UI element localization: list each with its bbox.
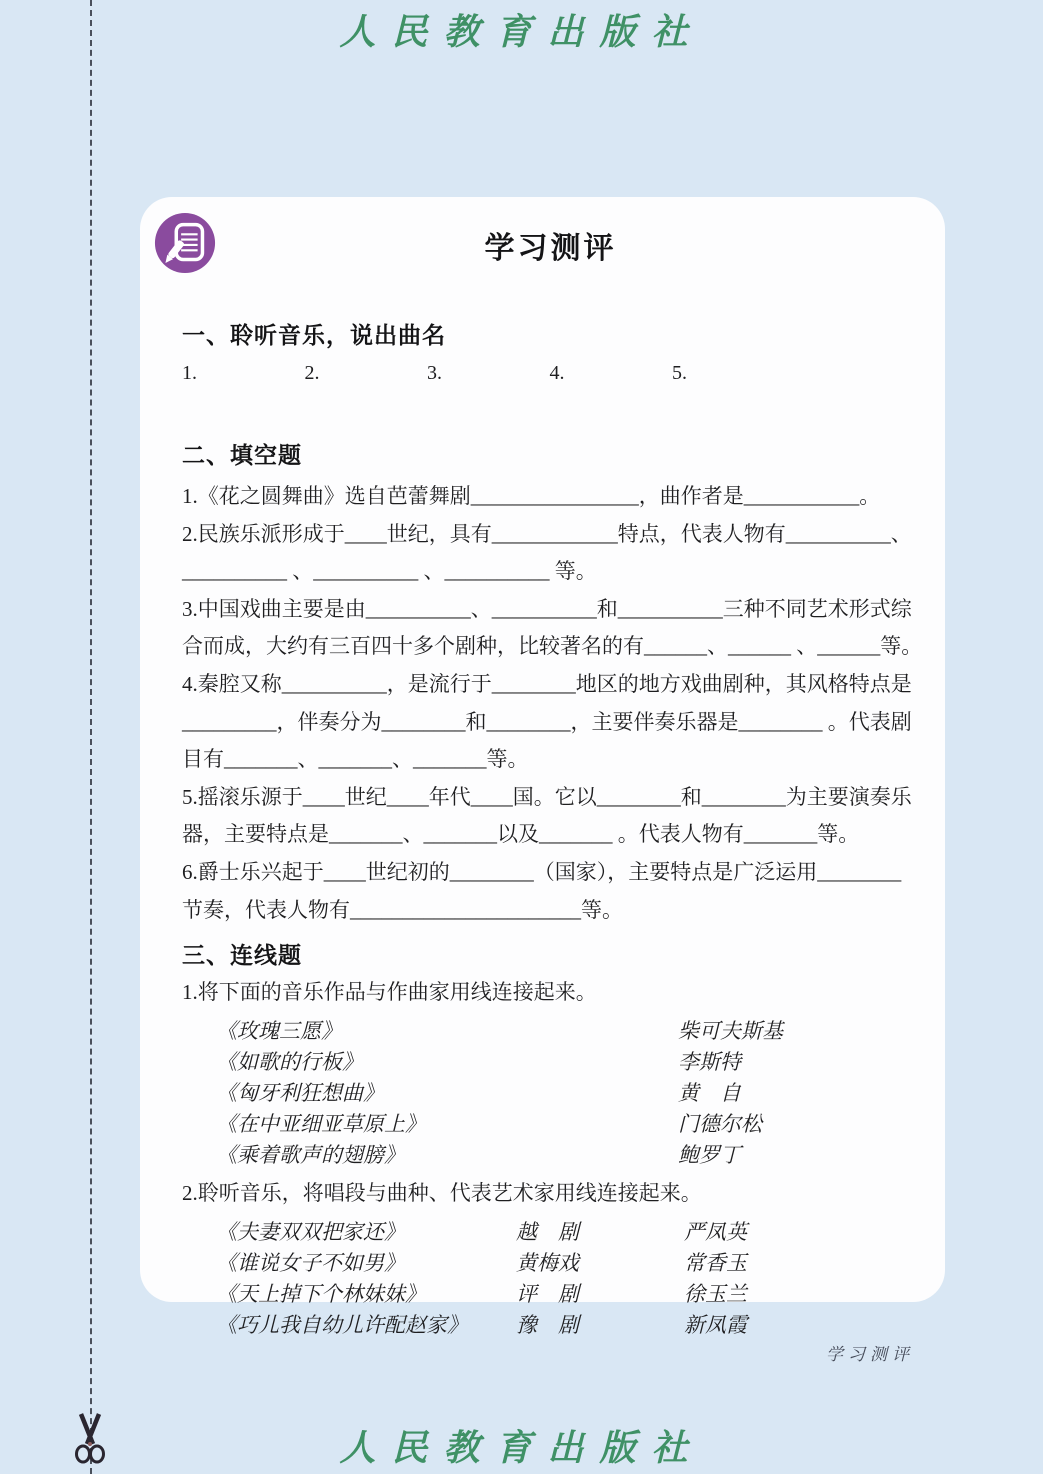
fill-blank-questions xyxy=(182,478,944,929)
match-q1-table xyxy=(216,1016,919,1171)
match-row xyxy=(216,1248,919,1279)
match-row xyxy=(216,1047,919,1078)
fill-blank-line: 合而成，大约有三百四十多个剧种，比较著名的有______、______ 、______等。 xyxy=(182,634,923,659)
fill-blank-line: 1.《花之圆舞曲》选自芭蕾舞剧________________，曲作者是___________。 xyxy=(182,484,881,508)
document-pencil-icon xyxy=(153,211,217,275)
match-row xyxy=(216,1016,919,1047)
fill-blank-line: 3.中国戏曲主要是由__________、__________和__________三种不同艺术形式综 xyxy=(182,596,912,621)
listen-answer-slot: 3. xyxy=(427,362,442,384)
match-cell: 《谁说女子不如男》 xyxy=(216,1251,405,1276)
listen-answer-slot: 4. xyxy=(549,362,565,384)
match-cell: 《在中亚细亚草原上》 xyxy=(216,1112,426,1137)
match-row xyxy=(216,1217,919,1248)
running-footer-label: 学习测评 xyxy=(826,1345,914,1364)
match-cell: 《巧儿我自幼儿许配赵家》 xyxy=(216,1313,468,1338)
match-cell: 《天上掉下个林妹妹》 xyxy=(216,1282,426,1307)
match-cell: 越 剧 xyxy=(516,1220,579,1245)
listen-answer-slot: 1. xyxy=(182,362,197,384)
match-cell: 评 剧 xyxy=(516,1282,579,1307)
fill-blank-line: 4.秦腔又称__________，是流行于________地区的地方戏曲剧种，其风格特点是 xyxy=(182,671,912,696)
section-listen-heading: 一、聆听音乐，说出曲名 xyxy=(182,322,446,348)
worksheet-card xyxy=(140,197,945,1338)
match-cell: 严凤英 xyxy=(684,1220,747,1245)
fill-blank-line: 节奏，代表人物有______________________等。 xyxy=(182,897,623,922)
match-cell: 李斯特 xyxy=(678,1050,741,1075)
fill-blank-line: 5.摇滚乐源于____世纪____年代____国。它以________和________为主要演奏乐 xyxy=(182,784,912,809)
match-cell: 鲍罗丁 xyxy=(678,1143,741,1168)
match-row xyxy=(216,1109,919,1140)
fill-blank-line: 2.民族乐派形成于____世纪，具有____________特点，代表人物有__________、 xyxy=(182,521,912,546)
match-row xyxy=(216,1078,919,1109)
match-q1-prompt: 1.将下面的音乐作品与作曲家用线连接起来。 xyxy=(182,980,597,1005)
match-cell: 黄梅戏 xyxy=(516,1251,579,1276)
listen-answer-slot: 5. xyxy=(672,362,687,384)
match-q2-table xyxy=(216,1217,919,1341)
publisher-logotype-bottom: 人民教育出版社 xyxy=(339,1427,704,1469)
match-cell: 黄 自 xyxy=(678,1081,741,1106)
listen-answer-slots xyxy=(182,362,687,385)
page-title: 学习测评 xyxy=(484,232,617,265)
fill-blank-line: 器，主要特点是_______、_______以及_______ 。代表人物有_______等。 xyxy=(182,822,860,847)
publisher-logotype-top: 人民教育出版社 xyxy=(339,11,704,53)
section-fill-heading: 二、填空题 xyxy=(182,442,302,468)
listen-answer-slot: 2. xyxy=(304,362,320,384)
match-cell: 《匈牙利狂想曲》 xyxy=(216,1081,384,1106)
match-row xyxy=(216,1140,919,1171)
match-cell: 常香玉 xyxy=(684,1251,747,1276)
match-cell: 徐玉兰 xyxy=(684,1282,747,1307)
match-cell: 门德尔松 xyxy=(678,1112,762,1137)
match-cell: 《乘着歌声的翅膀》 xyxy=(216,1143,405,1168)
match-cell: 豫 剧 xyxy=(516,1313,579,1338)
match-cell: 《夫妻双双把家还》 xyxy=(216,1220,405,1245)
fill-blank-line: 6.爵士乐兴起于____世纪初的________（国家），主要特点是广泛运用________ xyxy=(182,859,902,884)
match-row xyxy=(216,1310,919,1341)
cut-dashed-line xyxy=(90,0,92,1474)
match-cell: 《玫瑰三愿》 xyxy=(216,1019,342,1044)
match-cell: 《如歌的行板》 xyxy=(216,1050,363,1075)
match-row xyxy=(216,1279,919,1310)
section-match-heading: 三、连线题 xyxy=(182,942,302,969)
match-cell: 新凤霞 xyxy=(684,1313,747,1338)
match-q2-prompt: 2.聆听音乐，将唱段与曲种、代表艺术家用线连接起来。 xyxy=(182,1181,702,1206)
fill-blank-line: _________，伴奏分为________和________，主要伴奏乐器是________ 。代表剧 xyxy=(182,709,912,734)
fill-blank-line: 目有_______、_______、_______等。 xyxy=(182,747,529,772)
fill-blank-line: __________ 、__________ 、__________ 等。 xyxy=(182,559,597,584)
match-cell: 柴可夫斯基 xyxy=(678,1019,783,1044)
